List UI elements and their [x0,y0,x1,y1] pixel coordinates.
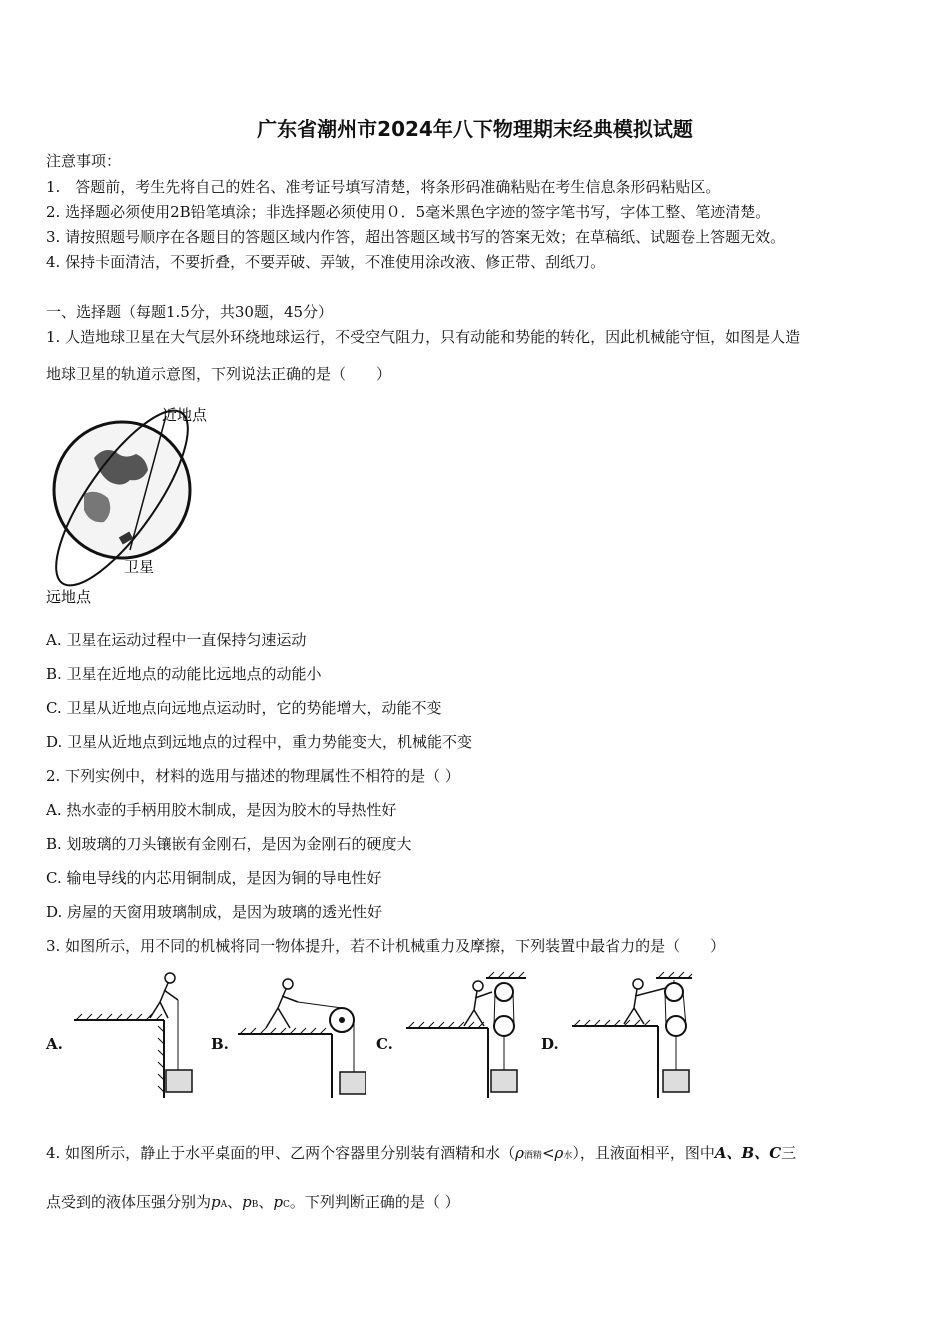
q3-label-d: D. [541,1035,559,1053]
alcohol-subscript: 酒精 [523,1151,542,1161]
q3-figure-c [404,970,534,1100]
person-body [266,989,298,1028]
page-title: 广东省潮州市2024年八下物理期末经典模拟试题 [257,117,693,141]
weight-box [166,1070,192,1092]
q2-option-b: B. 划玻璃的刀头镶嵌有金刚石，是因为金刚石的硬度大 [46,835,412,853]
q3-figure-b [236,970,366,1100]
person-body [464,991,492,1026]
pulley-axle [339,1017,345,1023]
less-than: < [541,1144,555,1162]
notice-item-1: 1. 答题前，考生先将自己的姓名、准考证号填写清楚，将条形码准确粘贴在考生信息条形码粘贴区。 [46,178,721,196]
q2-option-c: C. 输电导线的内芯用铜制成，是因为铜的导电性好 [46,869,382,887]
q1-option-b: B. 卫星在近地点的动能比远地点的动能小 [46,665,322,683]
notice-heading: 注意事项： [46,152,122,170]
fixed-pulley [495,983,513,1001]
person-head [633,979,643,989]
q2-option-a: A. 热水壶的手柄用胶木制成，是因为胶木的导热性好 [46,801,397,819]
fixed-pulley [665,983,683,1001]
q3-figure-d [570,970,700,1100]
q4-text-a: 4. 如图所示，静止于水平桌面的甲、乙两个容器里分别装有酒精和水（ [46,1144,516,1162]
q4-text-c: 三 [781,1144,797,1162]
q3-figure-a [72,970,202,1100]
pressure-c: p [273,1193,283,1211]
section-heading: 一、选择题（每题1.5分，共30题，45分） [46,303,334,321]
sub-a: A [220,1200,228,1210]
weight-box [491,1070,517,1092]
pressure-a: p [211,1193,221,1211]
q1-option-d: D. 卫星从近地点到远地点的过程中，重力势能变大，机械能不变 [46,733,473,751]
q4-text-b: ），且液面相平，图中 [572,1144,715,1162]
q1-stem-line2: 地球卫星的轨道示意图，下列说法正确的是（ ） [46,365,392,383]
water-subscript: 水 [563,1151,573,1161]
satellite-label: 卫星 [124,558,155,576]
person-head [165,973,175,983]
separator: 、 [227,1193,243,1211]
rho-symbol: ρ [554,1144,564,1162]
notice-item-2: 2. 选择题必须使用2B铅笔填涂；非选择题必须使用０．5毫米黑色字迹的签字笔书写，字体工整、笔迹清楚。 [46,203,771,221]
points-abc: A、B、C [714,1144,782,1162]
person-body [624,988,666,1024]
sub-c: C [283,1200,290,1210]
q4-text-d: 点受到的液体压强分别为 [46,1193,212,1211]
notice-item-3: 3. 请按照题号顺序在各题目的答题区域内作答，超出答题区域书写的答案无效；在草稿纸、试题卷上答题无效。 [46,228,786,246]
separator: 、 [258,1193,274,1211]
q3-label-b: B. [211,1035,229,1053]
q1-option-a: A. 卫星在运动过程中一直保持匀速运动 [46,631,307,649]
apogee-label: 远地点 [46,588,92,606]
q4-text-e: 。下列判断正确的是（ ） [289,1193,460,1211]
movable-pulley [494,1016,514,1036]
weight-box [340,1072,366,1094]
perigee-label: 近地点 [162,406,208,424]
pressure-b: p [242,1193,252,1211]
weight-box [663,1070,689,1092]
q3-stem: 3. 如图所示，用不同的机械将同一物体提升，若不计机械重力及摩擦，下列装置中最省力的是（ ） [46,937,726,955]
q3-label-c: C. [376,1035,393,1053]
q2-option-d: D. 房屋的天窗用玻璃制成，是因为玻璃的透光性好 [46,903,383,921]
q1-stem-line1: 1. 人造地球卫星在大气层外环绕地球运行，不受空气阻力，只有动能和势能的转化，因此机械能守恒，如图是人造 [46,328,801,346]
person-head [283,979,293,989]
q1-option-c: C. 卫星从近地点向远地点运动时，它的势能增大，动能不变 [46,699,442,717]
q4-stem-line2 [46,1192,460,1215]
person-body [150,983,178,1018]
movable-pulley [666,1016,686,1036]
satellite-orbit-figure [44,398,219,608]
q4-stem-line1 [46,1143,796,1166]
rope-line [298,1002,342,1008]
q2-stem: 2. 下列实例中，材料的选用与描述的物理属性不相符的是（ ） [46,767,460,785]
notice-item-4: 4. 保持卡面清洁，不要折叠，不要弄破、弄皱，不准使用涂改液、修正带、刮纸刀。 [46,253,606,271]
sub-b: B [251,1200,259,1210]
rho-symbol: ρ [515,1144,524,1162]
q3-label-a: A. [46,1035,63,1053]
person-head [473,981,483,991]
